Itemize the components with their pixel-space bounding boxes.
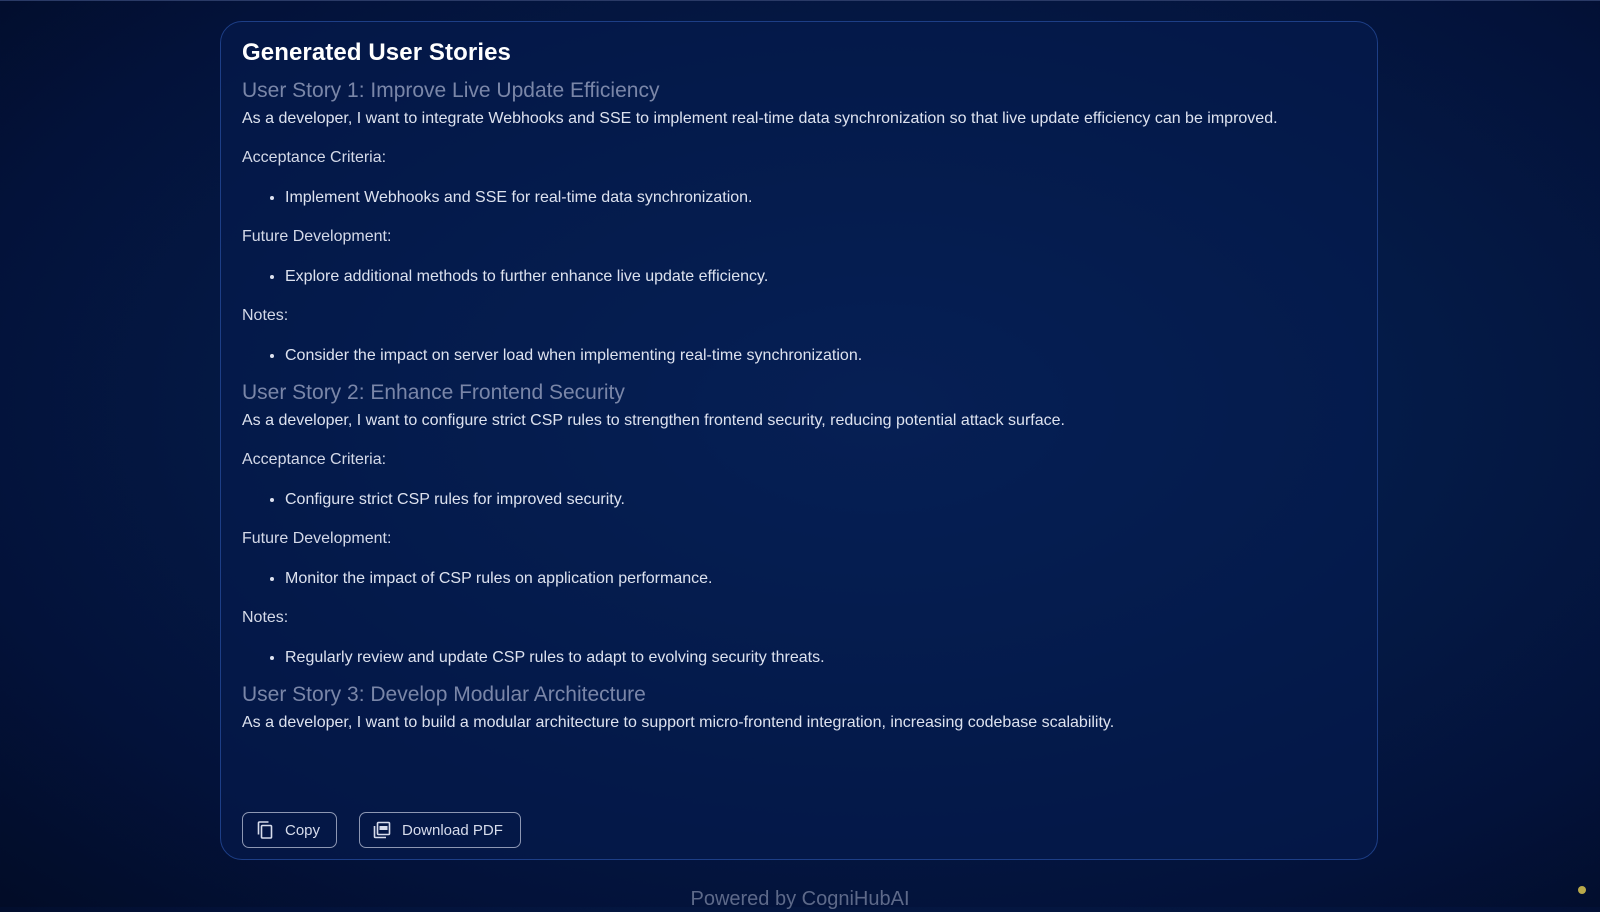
list-item: • Consider the impact on server load when implementing real-time synchronization. (285, 346, 1356, 366)
list-item: • Explore additional methods to further enhance live update efficiency. (285, 267, 1356, 287)
user-story-1 (242, 78, 1356, 366)
notes-label: Notes: (242, 307, 289, 324)
story-title: User Story 2: Enhance Frontend Security (242, 381, 625, 404)
list-item: • Monitor the impact of CSP rules on application performance. (285, 569, 1356, 589)
footer-powered-by: Powered by CogniHubAI (690, 888, 910, 910)
story-description: As a developer, I want to integrate Webhooks and SSE to implement real-time data synchronization so that live update efficiency can be improved. (242, 110, 1278, 127)
download-pdf-button-label: Download PDF (402, 821, 503, 839)
story-title: User Story 1: Improve Live Update Efficiency (242, 79, 660, 102)
story-description: As a developer, I want to configure strict CSP rules to strengthen frontend security, reducing potential attack surface. (242, 412, 1065, 429)
notes-label: Notes: (242, 609, 289, 626)
action-bar (242, 812, 521, 848)
future-development-label: Future Development: (242, 530, 392, 547)
acceptance-criteria-list (242, 490, 1356, 510)
story-description: As a developer, I want to build a modular architecture to support micro-frontend integration, increasing codebase scalability. (242, 714, 1115, 731)
copy-button[interactable] (242, 812, 337, 848)
notes-list (242, 346, 1356, 366)
future-development-label: Future Development: (242, 228, 392, 245)
list-item: • Configure strict CSP rules for improved security. (285, 490, 1356, 510)
story-title: User Story 3: Develop Modular Architecture (242, 683, 646, 706)
card-title: Generated User Stories (242, 39, 511, 66)
status-dot (1578, 886, 1586, 894)
top-divider (0, 0, 1600, 1)
list-item: • Implement Webhooks and SSE for real-time data synchronization. (285, 188, 1356, 208)
acceptance-criteria-label: Acceptance Criteria: (242, 149, 387, 166)
pdf-icon (372, 820, 392, 840)
copy-icon (255, 820, 275, 840)
notes-list (242, 648, 1356, 668)
copy-button-label: Copy (285, 821, 321, 839)
future-development-list (242, 569, 1356, 589)
user-stories-card (220, 21, 1378, 860)
user-story-3 (242, 682, 1356, 733)
user-story-2 (242, 380, 1356, 668)
future-development-list (242, 267, 1356, 287)
list-item: • Regularly review and update CSP rules to adapt to evolving security threats. (285, 648, 1356, 668)
acceptance-criteria-label: Acceptance Criteria: (242, 451, 387, 468)
acceptance-criteria-list (242, 188, 1356, 208)
download-pdf-button[interactable] (359, 812, 521, 848)
